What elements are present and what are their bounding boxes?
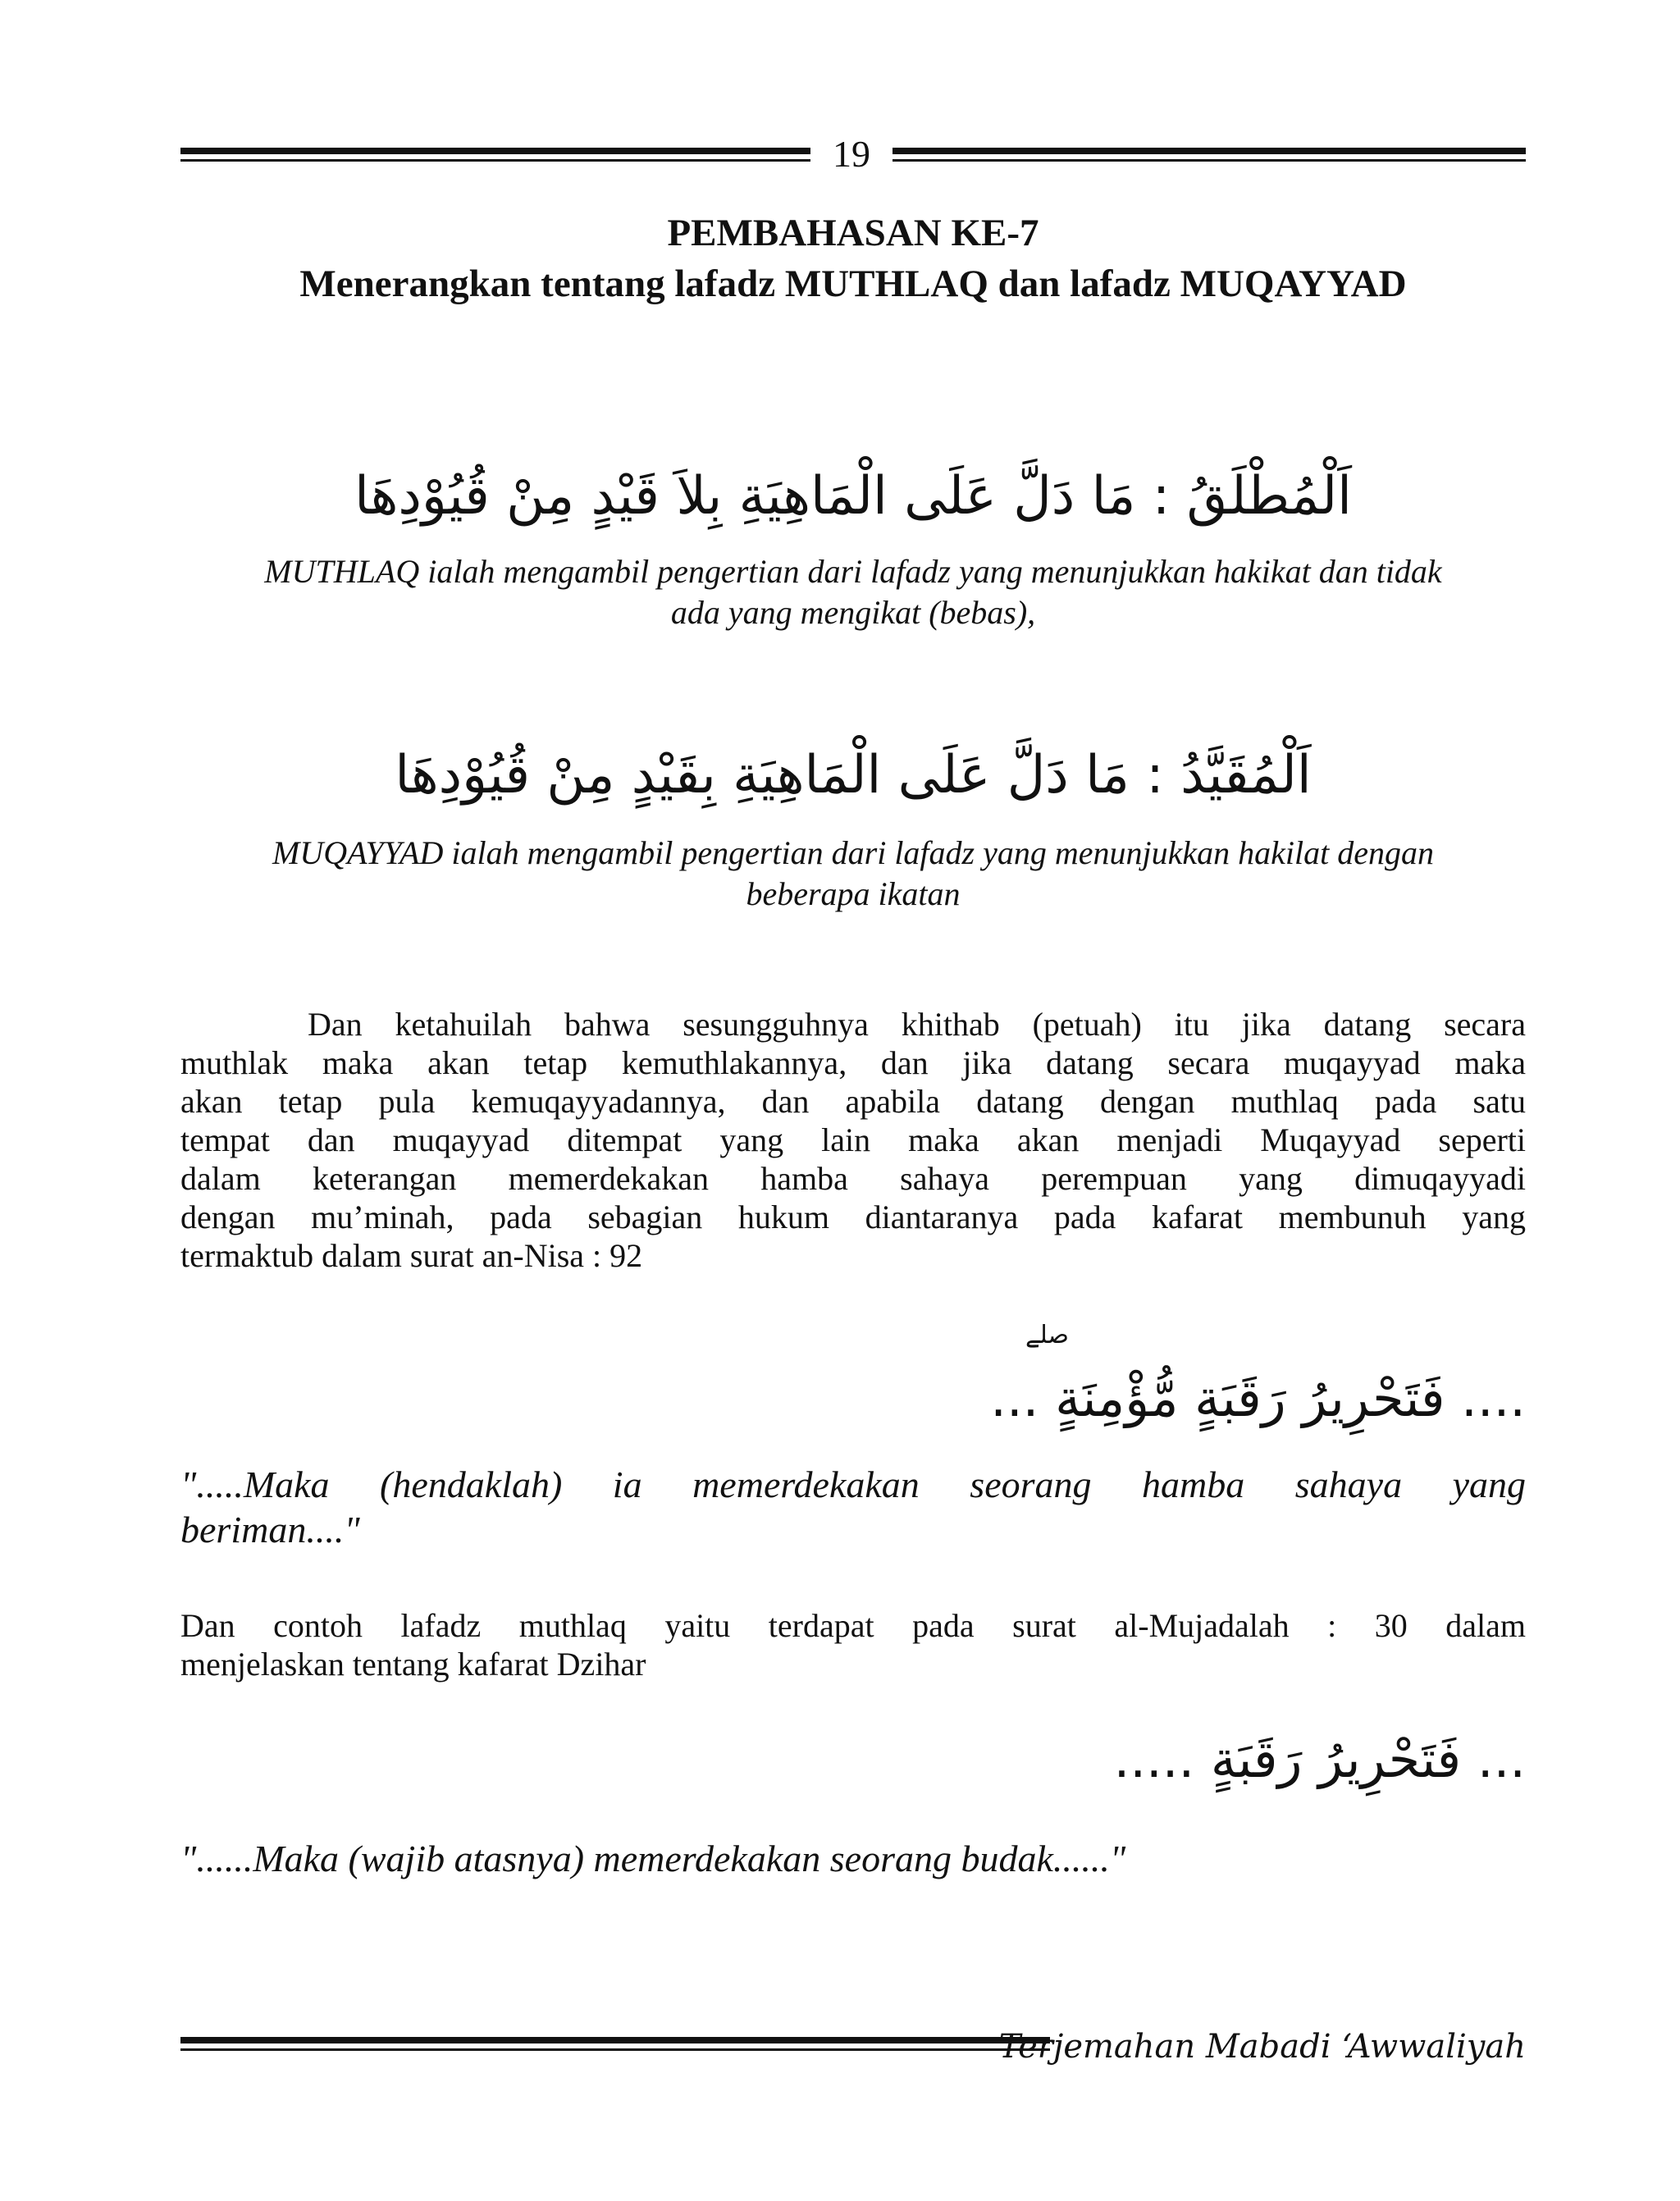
footer-rule [180, 2037, 1050, 2053]
document-page [180, 0, 1526, 2201]
verse-translation [180, 1462, 1526, 1552]
chapter-title: PEMBAHASAN KE-7 [667, 212, 1039, 254]
header-rule-left [180, 148, 810, 164]
translation-line: beberapa ikatan [746, 875, 961, 912]
page-footer [180, 2022, 1526, 2071]
paragraph-line: dalam keterangan memerdekakan hamba sahaya perempuan yang dimuqayyadi [180, 1160, 1526, 1197]
header-rule-right [892, 148, 1526, 164]
page-number: 19 [833, 133, 870, 175]
chapter-subtitle: Menerangkan tentang lafadz MUTHLAQ dan lafadz MUQAYYAD [299, 263, 1407, 305]
paragraph-line: akan tetap pula kemuqayyadannya, dan apabila datang dengan muthlaq pada satu [180, 1083, 1526, 1120]
paragraph-line: dengan mu’minah, pada sebagian hukum diantaranya pada kafarat membunuh yang [180, 1199, 1526, 1235]
paragraph-line: Dan contoh lafadz muthlaq yaitu terdapat pada surat al-Mujadalah : 30 dalam [180, 1607, 1526, 1644]
translation-line: ".....Maka (hendaklah) ia memerdekakan seorang hamba sahaya yang [180, 1464, 1526, 1505]
book-title: Terjemahan Mabadi ‘Awwaliyah [998, 2028, 1526, 2066]
translation-line: MUTHLAQ ialah mengambil pengertian dari lafadz yang menunjukkan hakikat dan tidak [264, 553, 1442, 590]
paragraph-line: menjelaskan tentang kafarat Dzihar [180, 1646, 646, 1683]
paragraph-line: muthlak maka akan tetap kemuthlakannya, dan jika datang secara muqayyad maka [180, 1044, 1526, 1081]
translation-line: ada yang mengikat (bebas), [670, 594, 1036, 631]
quran-verse-an-nisa: .... فَتَحْرِيرُ رَقَبَةٍ مُّؤْمِنَةٍ ... [990, 1368, 1526, 1428]
quran-verse-al-mujadalah: ... فَتَحْرِيرُ رَقَبَةٍ ..... [1113, 1729, 1526, 1789]
translation-muthlaq [180, 551, 1526, 633]
arabic-definition-muqayyad: اَلْمُقَيَّدُ : مَا دَلَّ عَلَى الْمَاهِيَةِ بِقَيْدٍ مِنْ قُيُوْدِهَا [395, 745, 1312, 806]
translation-line: MUQAYYAD ialah mengambil pengertian dari lafadz yang menunjukkan hakilat dengan [272, 834, 1434, 871]
page-header [180, 131, 1526, 177]
arabic-definition-muthlaq: اَلْمُطْلَقُ : مَا دَلَّ عَلَى الْمَاهِيَةِ بِلاَ قَيْدٍ مِنْ قُيُوْدِهَا [354, 466, 1352, 527]
paragraph-line: termaktub dalam surat an-Nisa : 92 [180, 1237, 643, 1274]
body-paragraph [180, 1606, 1526, 1683]
paragraph-line: tempat dan muqayyad ditempat yang lain maka akan menjadi Muqayyad seperti [180, 1121, 1526, 1158]
paragraph-line: Dan ketahuilah bahwa sesungguhnya khithab (petuah) itu jika datang secara [308, 1006, 1526, 1043]
body-paragraph [180, 1005, 1526, 1275]
waqf-mark: صلے [1025, 1321, 1069, 1349]
verse-translation: "......Maka (wajib atasnya) memerdekakan seorang budak......" [180, 1838, 1126, 1879]
translation-muqayyad [180, 833, 1526, 915]
translation-line: beriman...." [180, 1509, 360, 1550]
